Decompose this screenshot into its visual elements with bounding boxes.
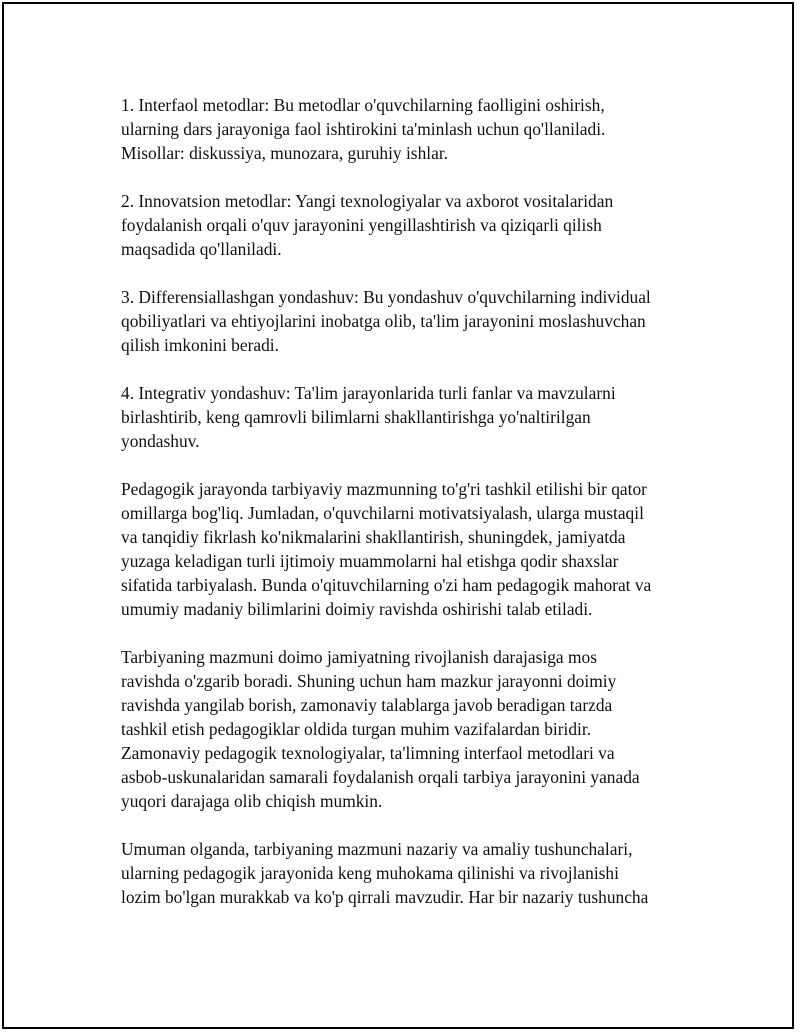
paragraph-umuman-olganda (121, 837, 691, 909)
text-line: omillarga bog'liq. Jumladan, o'quvchilarni motivatsiyalash, ularga mustaqil (121, 503, 644, 523)
text-line: 2. Innovatsion metodlar: Yangi texnologiyalar va axborot vositalaridan (121, 191, 614, 211)
text-line: foydalanish orqali o'quv jarayonini yengillashtirish va qiziqarli qilish (121, 215, 602, 235)
text-line: birlashtirib, keng qamrovli bilimlarni shakllantirishga yo'naltirilgan (121, 407, 591, 427)
text-line: lozim bo'lgan murakkab va ko'p qirrali mavzudir. Har bir nazariy tushuncha (121, 887, 649, 907)
document-page (2, 2, 794, 1029)
text-line: Zamonaviy pedagogik texnologiyalar, ta'limning interfaol metodlari va (121, 743, 615, 763)
text-line: tashkil etish pedagogiklar oldida turgan muhim vazifalardan biridir. (121, 719, 592, 739)
text-line: ularning pedagogik jarayonida keng muhokama qilinishi va rivojlanishi (121, 863, 619, 883)
text-line: Umuman olganda, tarbiyaning mazmuni nazariy va amaliy tushunchalari, (121, 839, 633, 859)
paragraph-tarbiyaning-mazmuni (121, 645, 691, 813)
paragraph-integrativ-yondashuv (121, 381, 691, 453)
text-line: Misollar: diskussiya, munozara, guruhiy ishlar. (121, 143, 448, 163)
text-line: va tanqidiy fikrlash ko'nikmalarini shakllantirish, shuningdek, jamiyatda (121, 527, 626, 547)
text-line: qobiliyatlari va ehtiyojlarini inobatga olib, ta'lim jarayonini moslashuvchan (121, 311, 646, 331)
text-line: yuzaga keladigan turli ijtimoiy muammolarni hal etishga qodir shaxslar (121, 551, 619, 571)
text-line: maqsadida qo'llaniladi. (121, 239, 282, 259)
text-line: 3. Differensiallashgan yondashuv: Bu yondashuv o'quvchilarning individual (121, 287, 651, 307)
text-line: qilish imkonini beradi. (121, 335, 279, 355)
document-body (121, 93, 691, 933)
text-line: 1. Interfaol metodlar: Bu metodlar o'quvchilarning faolligini oshirish, (121, 95, 605, 115)
text-line: Tarbiyaning mazmuni doimo jamiyatning rivojlanish darajasiga mos (121, 647, 597, 667)
text-line: ularning dars jarayoniga faol ishtirokini ta'minlash uchun qo'llaniladi. (121, 119, 606, 139)
text-line: ravishda yangilab borish, zamonaviy talablarga javob beradigan tarzda (121, 695, 613, 715)
text-line: Pedagogik jarayonda tarbiyaviy mazmunning to'g'ri tashkil etilishi bir qator (121, 479, 647, 499)
text-line: umumiy madaniy bilimlarini doimiy ravishda oshirishi talab etiladi. (121, 599, 593, 619)
text-line: ravishda o'zgarib boradi. Shuning uchun ham mazkur jarayonni doimiy (121, 671, 617, 691)
text-line: 4. Integrativ yondashuv: Ta'lim jarayonlarida turli fanlar va mavzularni (121, 383, 616, 403)
paragraph-innovatsion-metodlar (121, 189, 691, 261)
paragraph-pedagogik-jarayon (121, 477, 691, 621)
paragraph-differensiallashgan-yondashuv (121, 285, 691, 357)
text-line: sifatida tarbiyalash. Bunda o'qituvchilarning o'zi ham pedagogik mahorat va (121, 575, 652, 595)
paragraph-interfaol-metodlar (121, 93, 691, 165)
text-line: asbob-uskunalaridan samarali foydalanish orqali tarbiya jarayonini yanada (121, 767, 640, 787)
text-line: yondashuv. (121, 431, 200, 451)
text-line: yuqori darajaga olib chiqish mumkin. (121, 791, 383, 811)
